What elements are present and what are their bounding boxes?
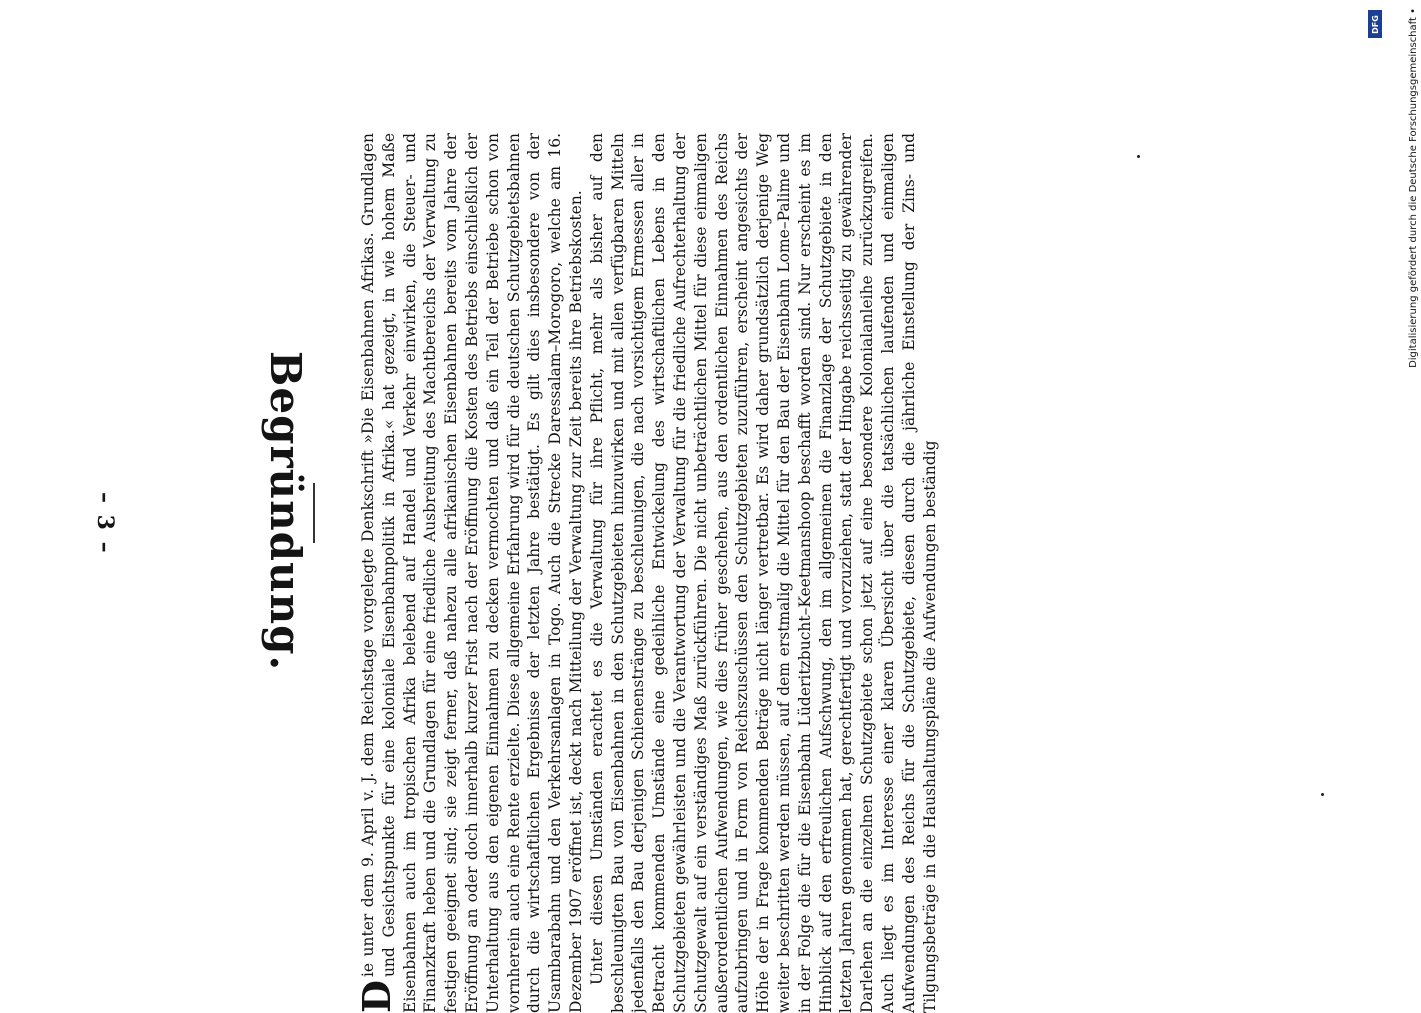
paragraph-1 xyxy=(354,133,587,1013)
page-title: Begründung. xyxy=(261,350,310,672)
initial-letter: D xyxy=(354,980,399,1013)
paragraph-1-text: ie unter dem 9. April v. J. dem Reichstage vorgelegte Denkschrift »Die Eisenbahnen Afrikas. Grundlagen und Gesichtspunkte für eine koloniale Eisenbahnpolitik in Afrika.« hat gezeigt, in wie hohem Maße Eisenbahnen auch im tropischen Afrika belebend auf Handel und Verkehr einwirken, die Steuer- und Finanzkraft heben und die Grundlagen für eine friedliche Ausbreitung des Machtbereichs der Verwaltung zu festigen geeignet sind; sie zeigt ferner, daß nahezu alle afrikanischen Eisenbahnen bereits vom Jahre der Eröffnung an oder doch innerhalb kurzer Frist nach der Eröffnung die Kosten des Betriebs einschließlich der Unterhaltung aus den eigenen Einnahmen zu decken vermochten und daß ein Teil der Betriebe schon von vornherein auch eine Rente erzielte. Diese allgemeine Erfahrung wird für die deutschen Schutzgebietsbahnen durch die wirtschaftlichen Ergebnisse der letzten Jahre bestätigt. Es gilt dies insbesondere von der Usambarabahn und den Verkehrsanlagen in Togo. Auch die Strecke Daressalam–Morogoro, welche am 16. Dezember 1907 eröffnet ist, deckt nach Mitteilung der Verwaltung zur Zeit bereits ihre Betriebskosten. xyxy=(359,133,585,1013)
ink-speck xyxy=(1137,155,1140,158)
title-divider xyxy=(313,483,315,543)
page-number: – 3 – xyxy=(92,492,118,555)
digitization-credit: Digitalisierung gefördert durch die Deutsche Forschungsgemeinschaft • xyxy=(1408,8,1419,368)
paragraph-2: Unter diesen Umständen erachtet es die Verwaltung für ihre Pflicht, mehr als bisher auf den beschleunigten Bau von Eisenbahnen in den Schutzgebieten hinzuwirken und mit allen verfügbaren Mitteln jedenfalls den Bau derjenigen Schienenstränge zu beschleunigen, die nach vorsichtigem Ermessen aller in Betracht kommenden Umstände eine gedeihliche Entwickelung des wirtschaftlichen Lebens in den Schutzgebieten gewährleisten und die Verantwortung der Verwaltung für die friedliche Aufrechterhaltung der Schutzgewalt auf ein verständiges Maß zurückführen. Die nicht unbeträchtlichen Mittel für diese einmaligen außerordentlichen Aufwendungen, wie dies früher geschehen, aus den ordentlichen Einnahmen des Reichs aufzubringen und in Form von Reichszuschüssen den Schutzgebieten zuzuführen, erscheint angesichts der Höhe der in Frage kommenden Beträge nicht länger vertretbar. Es wird daher grundsätzlich derjenige Weg weiter beschritten werden müssen, auf dem erstmalig die Mittel für den Bau der Eisenbahn Lome–Palime und in der Folge die für die Eisenbahn Lüderitzbucht–Keetmanshoop beschafft worden sind. Nur erscheint es im Hinblick auf den erfreulichen Aufschwung, den im allgemeinen die Finanzlage der Schutzgebiete in den letzten Jahren genommen hat, gerechtfertigt und vorzuziehen, statt der Hingabe reichsseitig zu gewährender Darlehen an die einzelnen Schutzgebiete schon jetzt auf eine besondere Kolonialanleihe zurückzugreifen. Auch liegt es im Interesse einer klaren Übersicht über die tatsächlichen laufenden und einmaligen Aufwendungen des Reichs für die Schutzgebiete, diesen durch die jährliche Einstellung der Zins- und Tilgungsbeträge in die Haushaltungspläne die Aufwendungen beständig xyxy=(587,133,939,1013)
ink-speck xyxy=(1321,793,1324,796)
body-text xyxy=(354,133,1388,1013)
dfg-logo: DFG xyxy=(1368,10,1382,38)
